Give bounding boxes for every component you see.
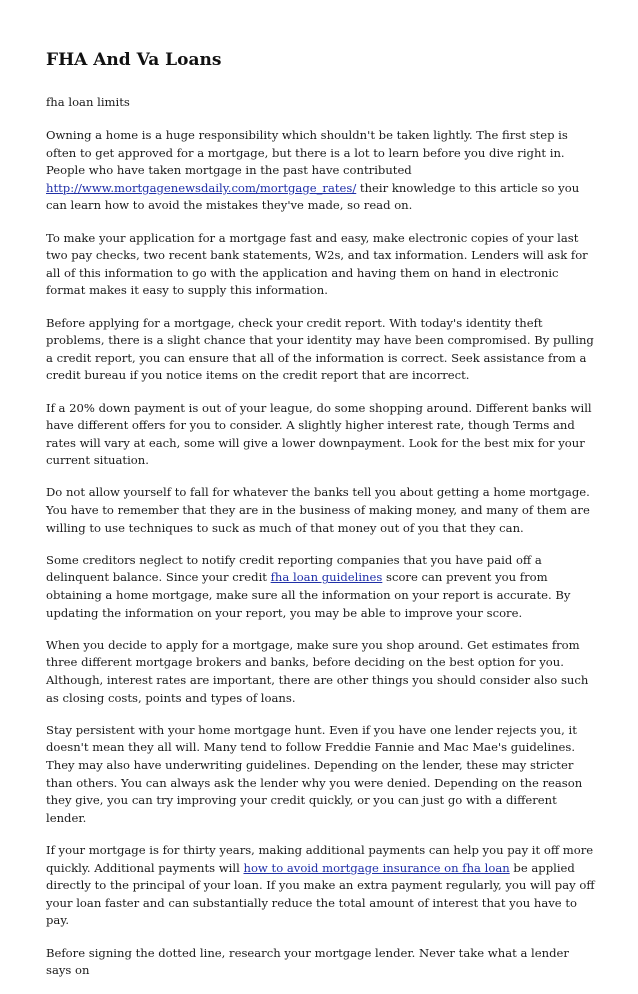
paragraph-5: Do not allow yourself to fall for whatever the banks tell you about getting a home mortgage. You have to remember that they are in the business of making money, and many of them are willing to use techniques to suck as much of that money out of you that they can. <box>46 485 590 535</box>
paragraph-2: To make your application for a mortgage fast and easy, make electronic copies of your last two pay checks, two recent bank statements, W2s, and tax information. Lenders will ask for all of this information to go with the application and having them on hand in electronic format makes it easy to supply this information. <box>46 230 588 298</box>
paragraph-8: Stay persistent with your home mortgage hunt. Even if you have one lender rejects you, it doesn't mean they all will. Many tend to follow Freddie Fannie and Mac Mae's guidelines. They may also have underwriting guidelines. Depending on the lender, these may stricter than others. You can always ask the lender why you were denied. Depending on the reason they give, you can try improving your credit quickly, or you can just go with a different lender. <box>46 722 583 825</box>
paragraph-6 <box>46 552 596 622</box>
paragraph-3: Before applying for a mortgage, check your credit report. With today's identity theft problems, there is a slight chance that your identity may have been compromised. By pulling a credit report, you can ensure that all of the information is correct. Seek assistance from a credit bureau if you notice items on the credit report that are incorrect. <box>46 315 594 383</box>
mortgage-rates-link[interactable]: http://www.mortgagenewsdaily.com/mortgage_rates/ <box>46 180 357 195</box>
paragraph-10: Before signing the dotted line, research your mortgage lender. Never take what a lender says on <box>46 945 569 978</box>
paragraph-1 <box>46 127 596 215</box>
document-page <box>46 48 596 994</box>
paragraph-1-text-after: their knowledge to this article so you can learn how to avoid the mistakes they've made, so read on. <box>46 180 580 213</box>
paragraph-6-text: Some creditors neglect to notify credit reporting companies that you have paid off a delinquent balance. Since your credit <box>46 552 542 585</box>
paragraph-9-text-after: be applied directly to the principal of your loan. If you make an extra payment regularly, you will pay off your loan faster and can substantially reduce the total amount of interest that you have to pay. <box>46 860 595 928</box>
paragraph-7: When you decide to apply for a mortgage, make sure you shop around. Get estimates from three different mortgage brokers and banks, before deciding on the best option for you. Although, interest rates are important, there are other things you should consider also such as closing costs, points and types of loans. <box>46 637 589 705</box>
fha-insurance-link[interactable]: how to avoid mortgage insurance on fha loan <box>243 860 510 875</box>
fha-guidelines-link[interactable]: fha loan guidelines <box>270 570 383 585</box>
paragraph-9 <box>46 842 596 930</box>
paragraph-9-text: If your mortgage is for thirty years, making additional payments can help you pay it off more quickly. Additional payments will <box>46 842 594 875</box>
paragraph-4: If a 20% down payment is out of your league, do some shopping around. Different banks will have different offers for you to consider. A slightly higher interest rate, though Terms and rates will vary at each, some will give a lower downpayment. Look for the best mix for your current situation. <box>46 400 592 468</box>
paragraph-1-text: Owning a home is a huge responsibility which shouldn't be taken lightly. The first step is often to get approved for a mortgage, but there is a lot to learn before you dive right in. People who have taken mortgage in the past have contributed <box>46 128 568 178</box>
paragraph-6-text-after: score can prevent you from obtaining a home mortgage, make sure all the information on your report is accurate. By updating the information on your report, you may be able to improve your score. <box>46 570 571 620</box>
page-subtitle: fha loan limits <box>46 95 130 109</box>
page-title: FHA And Va Loans <box>46 50 222 70</box>
